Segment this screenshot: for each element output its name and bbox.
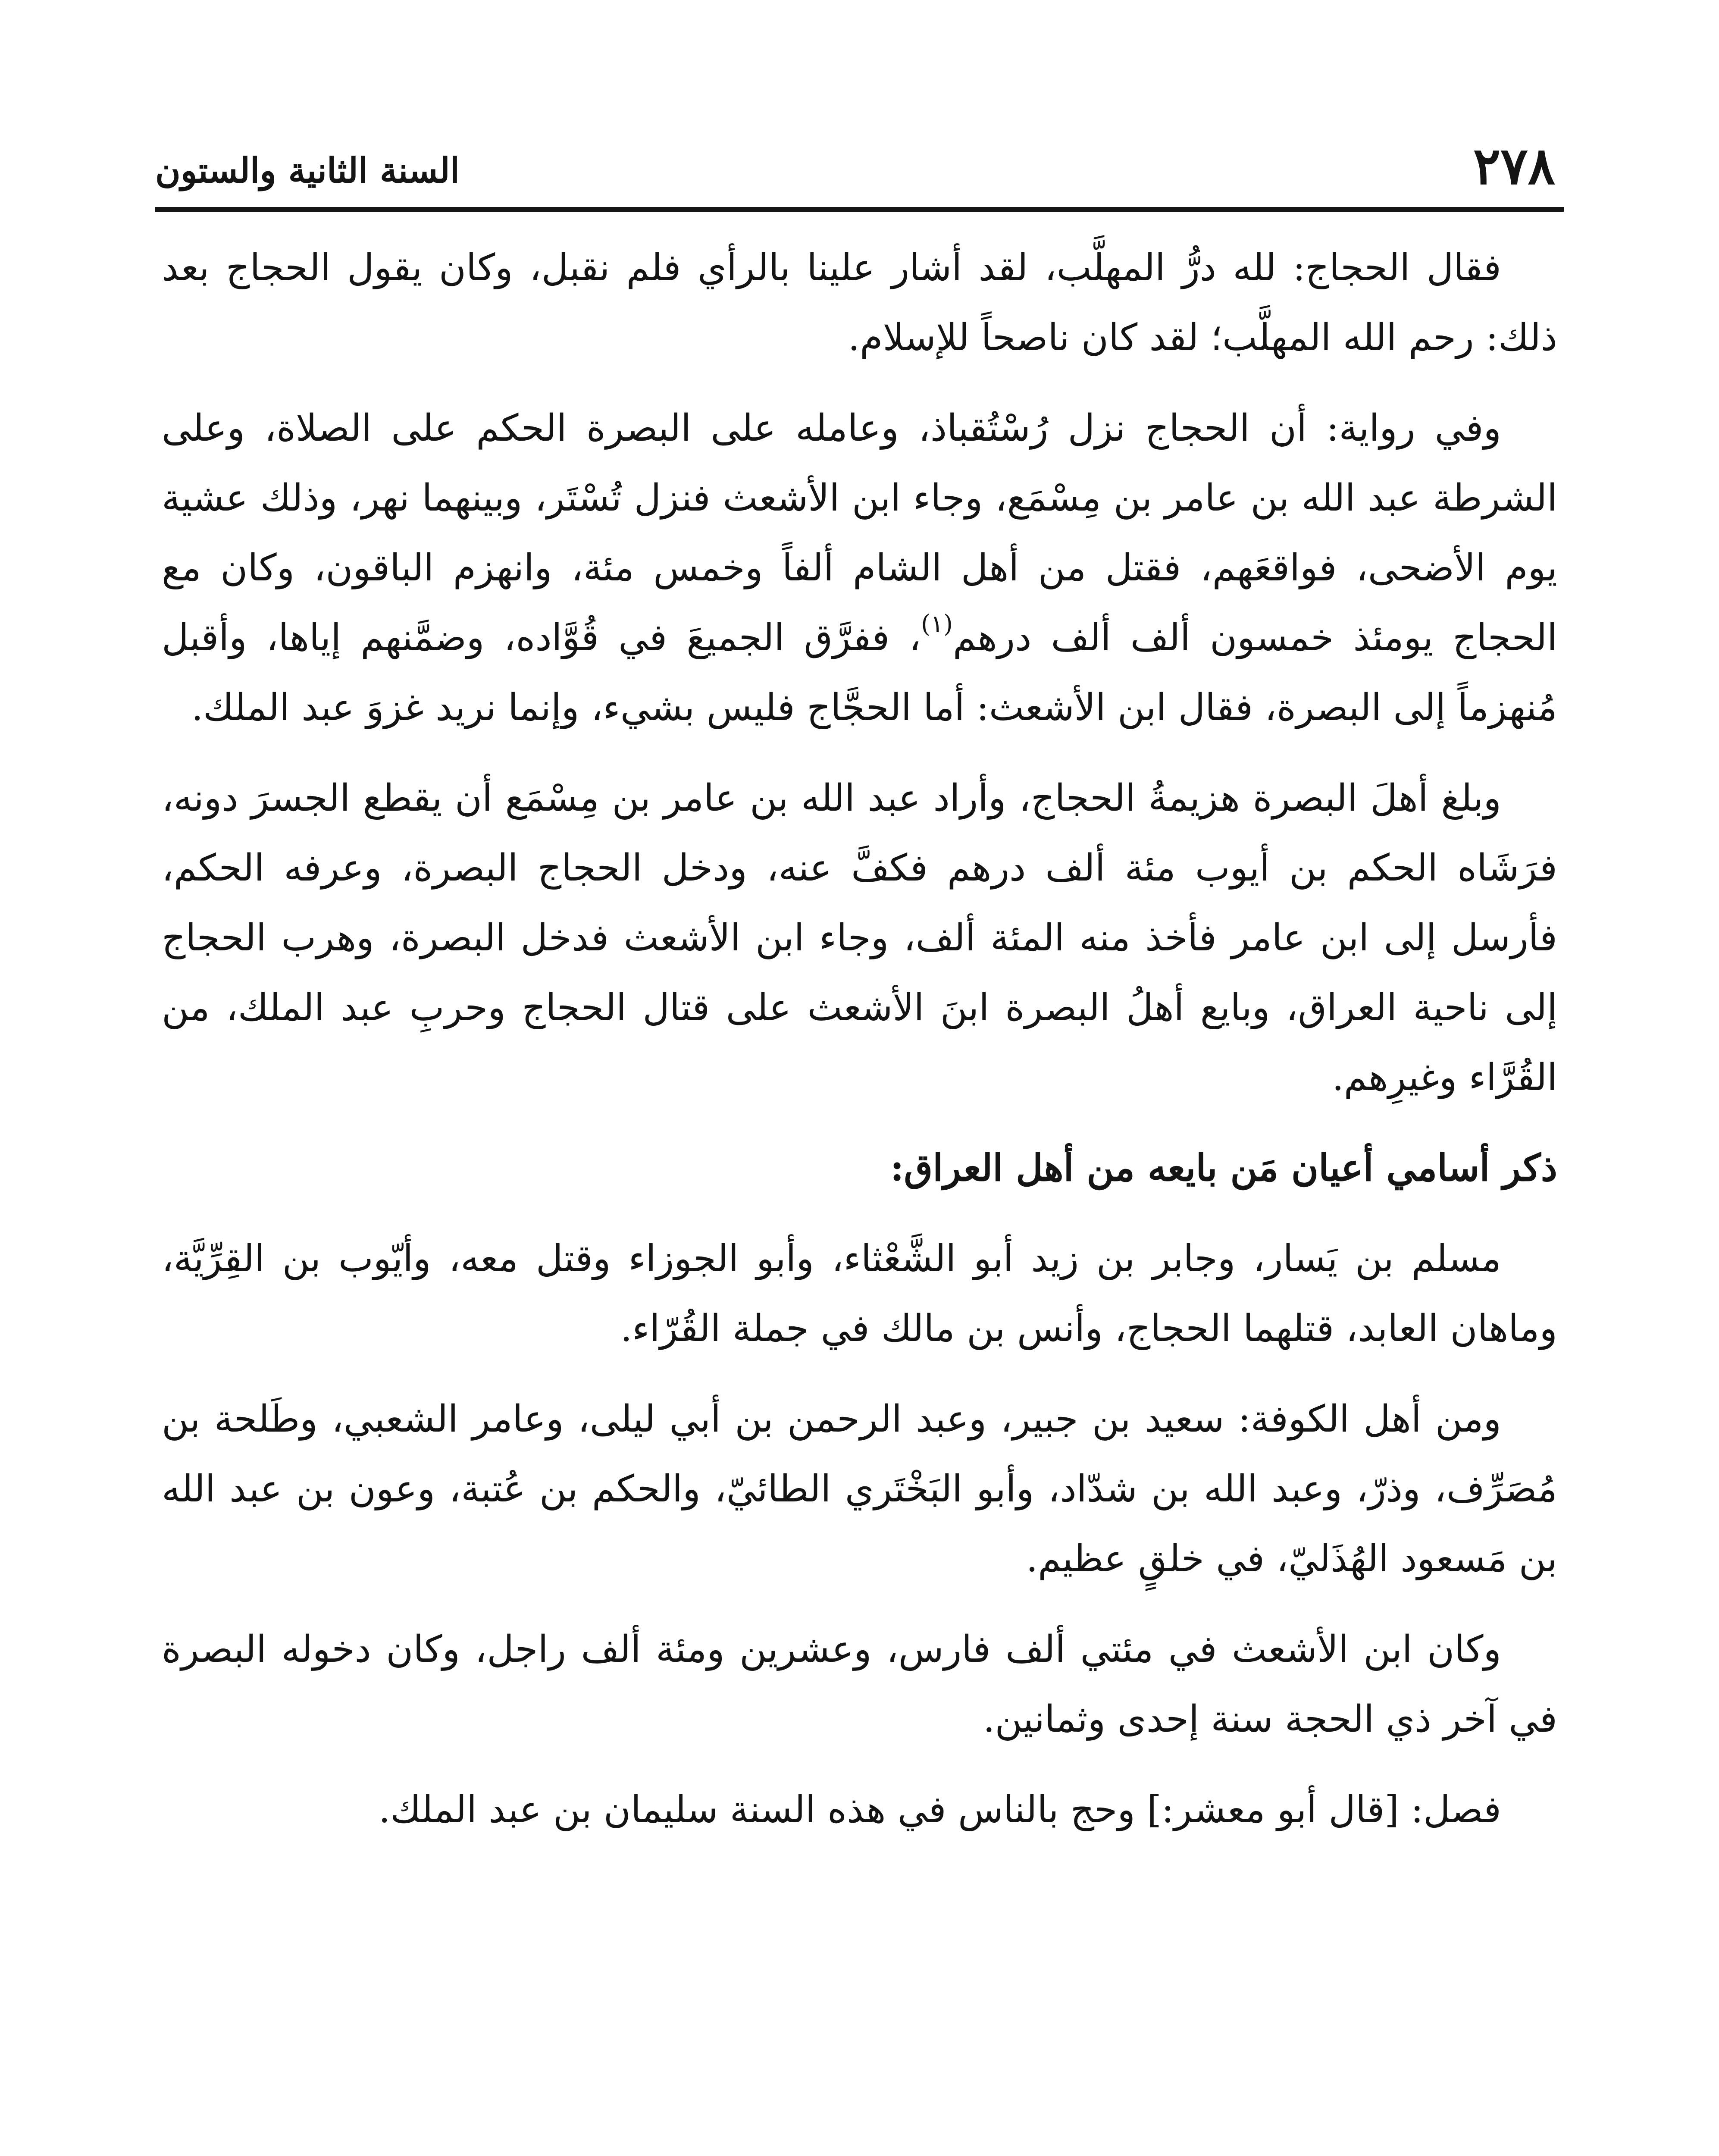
paragraph-4: مسلم بن يَسار، وجابر بن زيد أبو الشَّعْثاء، وأبو الجوزاء وقتل معه، وأيّوب بن القِرِّيَّة، وماهان العابد، قتلهما الحجاج، وأنس بن مالك في جملة القُرّاء. xyxy=(162,1237,1557,1350)
paragraph-5: ومن أهل الكوفة: سعيد بن جبير، وعبد الرحمن بن أبي ليلى، وعامر الشعبي، وطَلحة بن مُصَرِّف، وذرّ، وعبد الله بن شدّاد، وأبو البَخْتَري الطائيّ، والحكم بن عُتبة، وعون بن عبد الله بن مَسعود الهُذَليّ، في خلقٍ عظيم. xyxy=(162,1398,1557,1580)
paragraph-1: فقال الحجاج: لله درُّ المهلَّب، لقد أشار علينا بالرأي فلم نقبل، وكان يقول الحجاج بعد ذلك: رحم الله المهلَّب؛ لقد كان ناصحاً للإسلام. xyxy=(162,246,1557,359)
running-head xyxy=(155,129,1564,207)
body-text xyxy=(162,233,1557,1865)
paragraph-2-text-b: ، ففرَّق الجميعَ في قُوَّاده، وضمَّنهم إياها، وأقبل مُنهزماً إلى البصرة، فقال ابن الأشعث: أما الحجَّاج فليس بشيء، وإنما نريد غزوَ عبد الملك. xyxy=(162,616,1557,729)
paragraph-3: وبلغ أهلَ البصرة هزيمةُ الحجاج، وأراد عبد الله بن عامر بن مِسْمَع أن يقطع الجسرَ دونه، فرَشَاه الحكم بن أيوب مئة ألف درهم فكفَّ عنه، ودخل الحجاج البصرة، وعرفه الحكم، فأرسل إلى ابن عامر فأخذ منه المئة ألف، وجاء ابن الأشعث فدخل البصرة، وهرب الحجاج إلى ناحية العراق، وبايع أهلُ البصرة ابنَ الأشعث على قتال الحجاج وحربِ عبد الملك، من القُرَّاء وغيرِهم. xyxy=(162,777,1558,1099)
footnote-marker[interactable]: (١) xyxy=(921,610,953,638)
paragraph-2 xyxy=(162,393,1557,743)
paragraph-2-text-a: وفي رواية: أن الحجاج نزل رُسْتُقباذ، وعامله على البصرة الحكم على الصلاة، وعلى الشرطة عبد الله بن عامر بن مِسْمَع، وجاء ابن الأشعث فنزل تُسْتَر، وبينهما نهر، وذلك عشية يوم الأضحى، فواقعَهم، فقتل من أهل الشام ألفاً وخمس مئة، وانهزم الباقون، وكان مع الحجاج يومئذ خمسون ألف ألف درهم xyxy=(162,407,1558,659)
header-rule xyxy=(155,207,1564,212)
section-title: السنة الثانية والستون xyxy=(155,150,460,191)
paragraph-7: فصل: [قال أبو معشر:] وحج بالناس في هذه السنة سليمان بن عبد الملك. xyxy=(378,1788,1501,1831)
page-number: ٢٧٨ xyxy=(1473,136,1555,196)
paragraph-6: وكان ابن الأشعث في مئتي ألف فارس، وعشرين ومئة ألف راجل، وكان دخوله البصرة في آخر ذي الحجة سنة إحدى وثمانين. xyxy=(162,1628,1557,1741)
section-heading: ذكر أسامي أعيان مَن بايعه من أهل العراق: xyxy=(890,1146,1557,1190)
